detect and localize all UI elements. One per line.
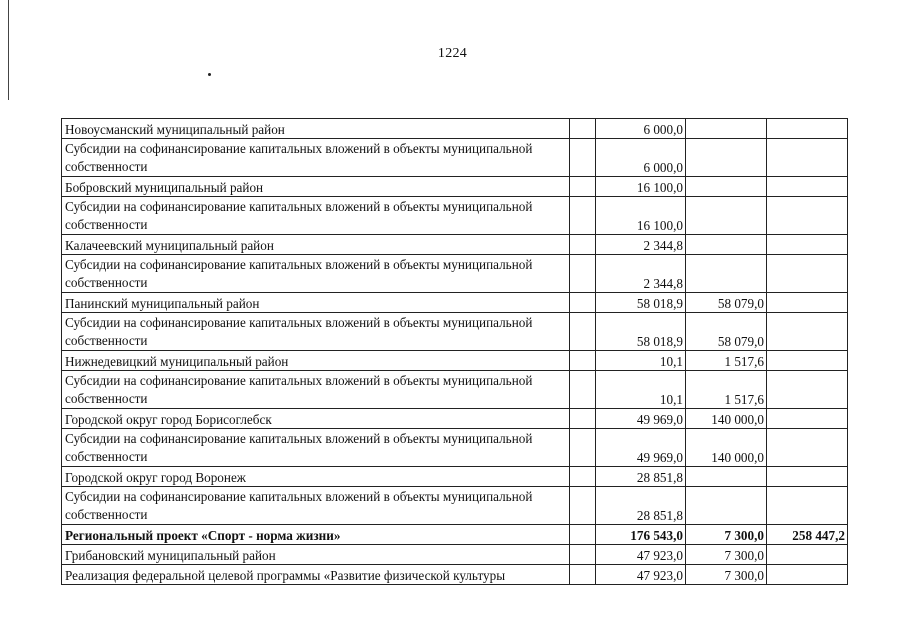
row-name-cell: Субсидии на софинансирование капитальных вложений в объекты муниципальной собственности [62, 313, 570, 351]
table-row [62, 255, 848, 293]
row-value-1-cell: 47 923,0 [596, 565, 686, 585]
row-value-3-cell [767, 139, 848, 177]
row-value-2-cell: 140 000,0 [686, 429, 767, 467]
row-name-cell: Субсидии на софинансирование капитальных вложений в объекты муниципальной собственности [62, 197, 570, 235]
row-value-3-cell [767, 487, 848, 525]
table-row [62, 565, 848, 585]
row-value-3-cell [767, 351, 848, 371]
row-code-cell [570, 119, 596, 139]
row-value-3-cell [767, 293, 848, 313]
row-name-cell: Субсидии на софинансирование капитальных вложений в объекты муниципальной собственности [62, 255, 570, 293]
row-name-cell: Реализация федеральной целевой программы «Развитие физической культуры [62, 565, 570, 585]
row-value-1-cell: 16 100,0 [596, 197, 686, 235]
row-value-2-cell: 140 000,0 [686, 409, 767, 429]
row-value-2-cell: 58 079,0 [686, 293, 767, 313]
row-name-cell: Новоусманский муниципальный район [62, 119, 570, 139]
row-value-1-cell: 10,1 [596, 371, 686, 409]
row-code-cell [570, 139, 596, 177]
row-name-cell: Городской округ город Борисоглебск [62, 409, 570, 429]
row-code-cell [570, 545, 596, 565]
row-name-cell: Городской округ город Воронеж [62, 467, 570, 487]
row-code-cell [570, 351, 596, 371]
row-code-cell [570, 487, 596, 525]
row-value-2-cell: 1 517,6 [686, 351, 767, 371]
row-value-2-cell: 7 300,0 [686, 525, 767, 545]
row-name-cell: Панинский муниципальный район [62, 293, 570, 313]
row-value-1-cell: 58 018,9 [596, 313, 686, 351]
row-value-2-cell [686, 255, 767, 293]
table-row [62, 371, 848, 409]
page-number: 1224 [437, 46, 468, 61]
table-row [62, 429, 848, 467]
row-value-1-cell: 2 344,8 [596, 255, 686, 293]
budget-table-body [62, 119, 848, 585]
row-value-3-cell [767, 371, 848, 409]
row-value-1-cell: 28 851,8 [596, 467, 686, 487]
table-row [62, 525, 848, 545]
row-value-3-cell [767, 313, 848, 351]
row-name-cell: Калачеевский муниципальный район [62, 235, 570, 255]
row-code-cell [570, 525, 596, 545]
scan-artifact-dot [208, 73, 211, 76]
table-row [62, 467, 848, 487]
row-code-cell [570, 197, 596, 235]
row-value-3-cell [767, 545, 848, 565]
row-value-1-cell: 16 100,0 [596, 177, 686, 197]
row-value-2-cell: 7 300,0 [686, 545, 767, 565]
row-code-cell [570, 429, 596, 467]
row-value-3-cell [767, 255, 848, 293]
row-name-cell: Региональный проект «Спорт - норма жизни» [62, 525, 570, 545]
row-value-3-cell: 258 447,2 [767, 525, 848, 545]
row-value-1-cell: 28 851,8 [596, 487, 686, 525]
row-value-1-cell: 176 543,0 [596, 525, 686, 545]
table-row [62, 293, 848, 313]
row-name-cell: Субсидии на софинансирование капитальных вложений в объекты муниципальной собственности [62, 371, 570, 409]
row-value-1-cell: 49 969,0 [596, 429, 686, 467]
row-code-cell [570, 177, 596, 197]
table-row [62, 197, 848, 235]
row-value-1-cell: 6 000,0 [596, 119, 686, 139]
table-row [62, 119, 848, 139]
row-name-cell: Нижнедевицкий муниципальный район [62, 351, 570, 371]
row-value-1-cell: 47 923,0 [596, 545, 686, 565]
row-code-cell [570, 565, 596, 585]
row-value-1-cell: 6 000,0 [596, 139, 686, 177]
row-value-2-cell [686, 235, 767, 255]
table-row [62, 313, 848, 351]
row-value-1-cell: 58 018,9 [596, 293, 686, 313]
row-value-3-cell [767, 197, 848, 235]
row-value-3-cell [767, 429, 848, 467]
row-value-1-cell: 49 969,0 [596, 409, 686, 429]
table-row [62, 139, 848, 177]
row-value-3-cell [767, 119, 848, 139]
row-value-2-cell [686, 467, 767, 487]
row-value-3-cell [767, 467, 848, 487]
row-value-3-cell [767, 565, 848, 585]
row-name-cell: Субсидии на софинансирование капитальных вложений в объекты муниципальной собственности [62, 429, 570, 467]
row-code-cell [570, 371, 596, 409]
row-value-3-cell [767, 177, 848, 197]
row-value-3-cell [767, 235, 848, 255]
table-row [62, 177, 848, 197]
row-value-1-cell: 2 344,8 [596, 235, 686, 255]
row-value-2-cell [686, 177, 767, 197]
row-name-cell: Бобровский муниципальный район [62, 177, 570, 197]
row-value-2-cell: 1 517,6 [686, 371, 767, 409]
table-row [62, 409, 848, 429]
table-row [62, 351, 848, 371]
table-row [62, 235, 848, 255]
row-code-cell [570, 467, 596, 487]
row-name-cell: Субсидии на софинансирование капитальных вложений в объекты муниципальной собственности [62, 487, 570, 525]
row-value-3-cell [767, 409, 848, 429]
budget-table [61, 118, 848, 585]
row-code-cell [570, 255, 596, 293]
row-code-cell [570, 235, 596, 255]
row-value-2-cell [686, 197, 767, 235]
row-code-cell [570, 293, 596, 313]
table-row [62, 487, 848, 525]
row-value-2-cell: 58 079,0 [686, 313, 767, 351]
row-name-cell: Грибановский муниципальный район [62, 545, 570, 565]
row-value-2-cell [686, 487, 767, 525]
row-value-1-cell: 10,1 [596, 351, 686, 371]
row-value-2-cell: 7 300,0 [686, 565, 767, 585]
row-name-cell: Субсидии на софинансирование капитальных вложений в объекты муниципальной собственности [62, 139, 570, 177]
row-value-2-cell [686, 139, 767, 177]
row-value-2-cell [686, 119, 767, 139]
row-code-cell [570, 409, 596, 429]
row-code-cell [570, 313, 596, 351]
table-row [62, 545, 848, 565]
